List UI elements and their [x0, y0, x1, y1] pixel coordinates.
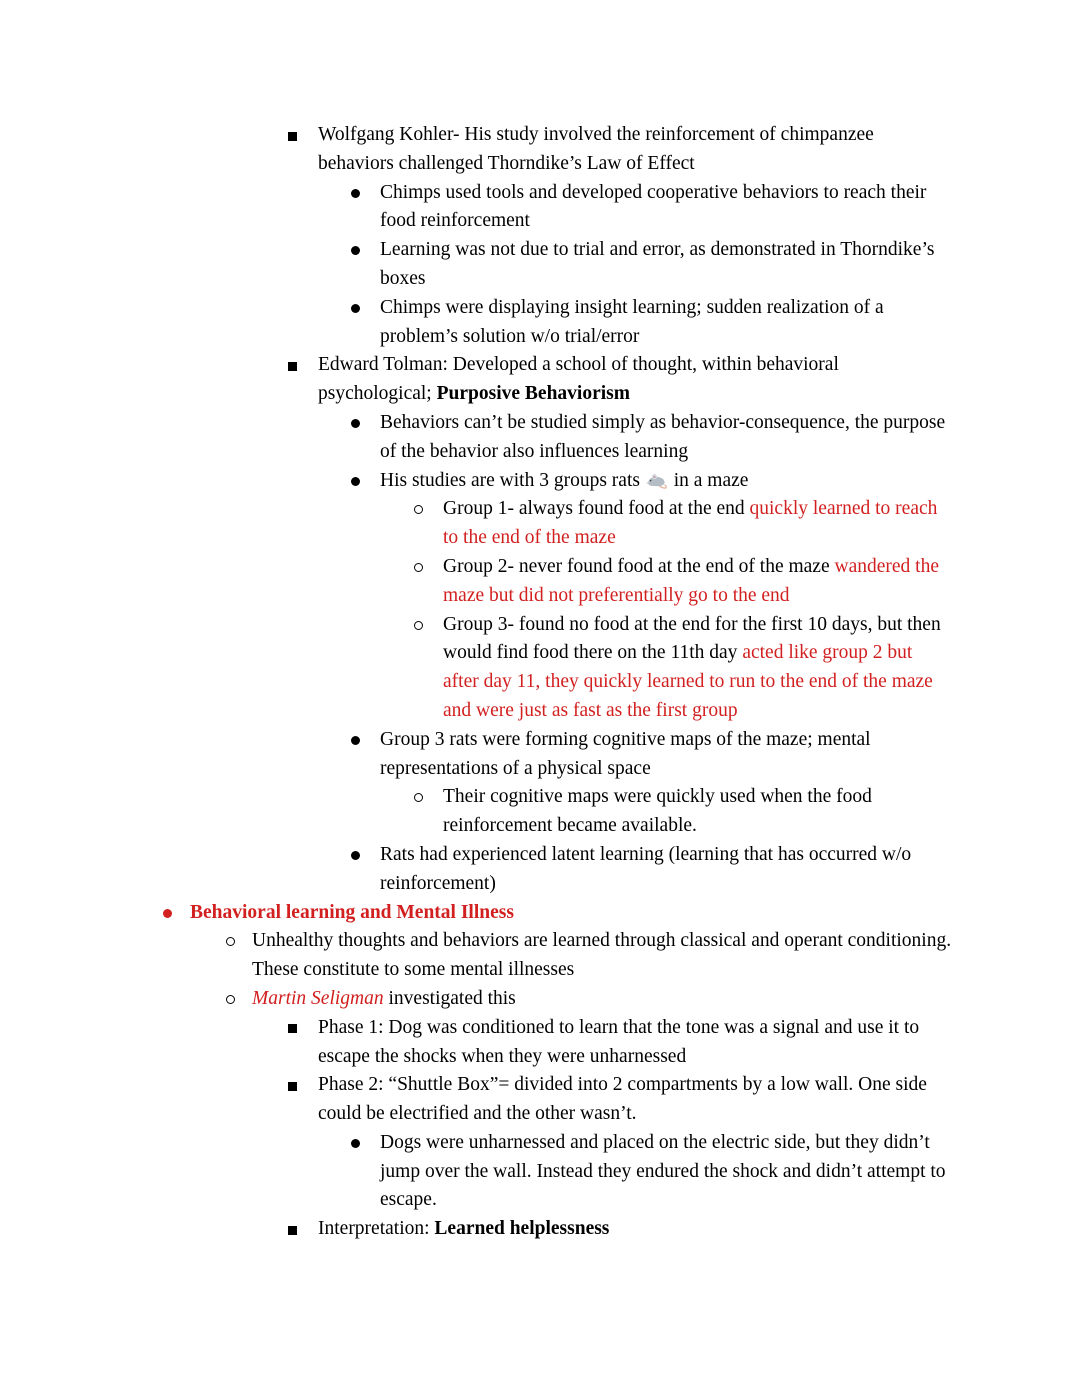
list-item-text [443, 614, 941, 721]
text-run: Purposive Behaviorism [436, 383, 630, 405]
square-bullet-icon [288, 1082, 297, 1091]
text-run: Phase 2: “Shuttle Box”= divided into 2 compartments by a low wall. One side could be electrified and the other wasn’t. [318, 1074, 927, 1125]
text-run: acted like group 2 but after day 11, they quickly learned to run to the end of the maze and were just as fast as the first group [443, 642, 933, 721]
list-item [0, 1014, 952, 1072]
text-run: Chimps were displaying insight learning; sudden realization of a problem’s solution w/o trial/error [380, 296, 884, 347]
text-run: Group 3- found no food at the end for the first 10 days, but then would find food there on the 11th day [443, 613, 941, 664]
list-item-text [380, 1132, 946, 1211]
disc-bullet-icon [351, 1139, 360, 1148]
text-run: Rats had experienced latent learning (learning that has occurred w/o reinforcement) [380, 843, 912, 894]
list-item [0, 467, 952, 496]
list-item [0, 985, 952, 1014]
list-item-text [443, 556, 939, 606]
disc-bullet-icon [351, 189, 360, 198]
text-run: His studies are with 3 groups rats [380, 469, 645, 491]
list-item [0, 553, 952, 611]
list-item-text [443, 498, 937, 548]
text-run: Group 2- never found food at the end of the maze [443, 555, 835, 577]
circle-bullet-icon [226, 937, 235, 946]
list-item-text [380, 729, 871, 779]
list-item-text [380, 412, 945, 462]
list-item-text [380, 844, 911, 894]
list-item [0, 899, 952, 928]
text-run: Interpretation: [318, 1218, 435, 1240]
text-run: Behavioral learning and Mental Illness [190, 901, 514, 923]
text-run: Wolfgang Kohler- His study involved the reinforcement of chimpanzee behaviors challenged Thorndike’s Law of Effect [318, 124, 874, 174]
list-item [0, 409, 952, 467]
text-run: quickly learned to reach to the end of the maze [443, 498, 938, 549]
text-run: Unhealthy thoughts and behaviors are learned through classical and operant conditioning. These constitute to some mental illnesses [252, 930, 952, 981]
square-bullet-icon [288, 132, 297, 141]
list-item [0, 927, 952, 985]
text-run: Learning was not due to trial and error, as demonstrated in Thorndike’s boxes [380, 239, 935, 289]
list-item [0, 294, 952, 352]
text-run: Martin Seligman [252, 987, 384, 1009]
text-run: Chimps used tools and developed cooperative behaviors to reach their food reinforcement [380, 181, 927, 232]
list-item [0, 783, 952, 841]
list-item-text [252, 930, 951, 980]
text-run: Learned helplessness [434, 1218, 610, 1240]
list-item [0, 1215, 952, 1244]
text-run: Behaviors can’t be studied simply as behavior-consequence, the purpose of the behavior also influences learning [380, 411, 946, 462]
disc-bullet-icon [351, 304, 360, 313]
disc-bullet-icon [351, 736, 360, 745]
list-item-text [380, 297, 884, 347]
list-item [0, 179, 952, 237]
list-item [0, 1071, 952, 1129]
list-item [0, 841, 952, 899]
square-bullet-icon [288, 1226, 297, 1235]
disc-bullet-icon [163, 909, 172, 918]
text-run: Group 1- always found food at the end [443, 498, 750, 520]
text-run: Group 3 rats were forming cognitive maps of the maze; mental representations of a physical space [380, 728, 871, 779]
list-item-text [318, 1017, 919, 1067]
list-item [0, 236, 952, 294]
list-item-text [443, 786, 872, 836]
list-item [0, 726, 952, 784]
list-item-text [318, 124, 874, 174]
list-item-text [318, 1074, 927, 1124]
disc-bullet-icon [351, 246, 360, 255]
text-run: in a maze [668, 469, 749, 491]
list-item [0, 1129, 952, 1215]
text-run: wandered the maze but did not preferentially go to the end [443, 555, 939, 606]
circle-bullet-icon [414, 621, 423, 630]
list-item-text [190, 902, 514, 923]
text-run: Dogs were unharnessed and placed on the electric side, but they didn’t jump over the wall. Instead they endured the shock and didn’t attempt to escape. [380, 1131, 946, 1211]
list-item-text [380, 239, 934, 289]
list-item [0, 611, 952, 726]
list-item [0, 495, 952, 553]
list-item [0, 121, 952, 179]
circle-bullet-icon [414, 505, 423, 514]
list-item-text [252, 988, 516, 1009]
text-run: Phase 1: Dog was conditioned to learn that the tone was a signal and use it to escape the shocks when they were unharnessed [318, 1016, 920, 1067]
rat-emoji [646, 473, 668, 489]
circle-bullet-icon [414, 793, 423, 802]
list-item-text [318, 354, 839, 404]
list-item-text [380, 470, 748, 491]
square-bullet-icon [288, 1024, 297, 1033]
text-run: Their cognitive maps were quickly used when the food reinforcement became available. [443, 786, 872, 837]
circle-bullet-icon [226, 995, 235, 1004]
square-bullet-icon [288, 362, 297, 371]
list-item-text [380, 182, 926, 232]
disc-bullet-icon [351, 851, 360, 860]
list-item-text [318, 1218, 609, 1239]
text-run: investigated this [383, 987, 516, 1009]
circle-bullet-icon [414, 563, 423, 572]
list-item [0, 351, 952, 409]
disc-bullet-icon [351, 419, 360, 428]
disc-bullet-icon [351, 477, 360, 486]
text-run: Edward Tolman: Developed a school of thought, within behavioral psychological; [318, 354, 839, 405]
